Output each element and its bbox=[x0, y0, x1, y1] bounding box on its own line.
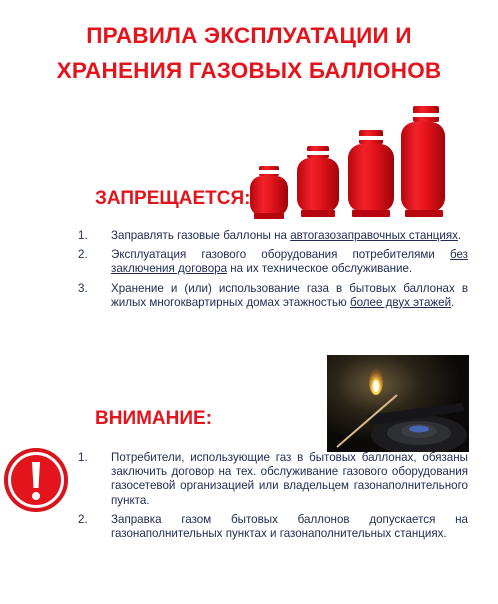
list-item bbox=[78, 513, 468, 541]
gas-cylinder-icon bbox=[250, 166, 288, 219]
list-item-text: Эксплуатация газового оборудования потребителями bbox=[111, 248, 450, 262]
list-item bbox=[78, 451, 468, 508]
attention-heading: ВНИМАНИЕ: bbox=[95, 408, 213, 429]
list-item bbox=[78, 282, 468, 310]
list-item-text: на их техническое обслуживание. bbox=[227, 262, 413, 276]
list-item-text: . bbox=[457, 229, 462, 242]
list-item-text: Потребители, использующие газ в бытовых баллонах, обязаны заключить договор на тех. обслуживание газового оборудования газосетевой организацией или владельцем газонаполнительного пункта. bbox=[111, 451, 468, 507]
list-item-number: 2. bbox=[78, 248, 88, 262]
gas-cylinders-illustration bbox=[245, 100, 445, 225]
list-item-number: 2. bbox=[78, 512, 88, 526]
list-item-text: Хранение и (или) использование газа в бытовых баллонах в жилых многоквартирных домах этажностью bbox=[111, 281, 468, 309]
list-item-link: более двух этажей bbox=[349, 295, 452, 309]
list-item-number: 1. bbox=[78, 229, 88, 242]
list-item-number: 1. bbox=[78, 451, 88, 464]
title-line-1: ПРАВИЛА ЭКСПЛУАТАЦИИ И bbox=[86, 23, 412, 48]
list-item-link: автогазозаправочных станциях bbox=[290, 229, 458, 242]
attention-list bbox=[78, 451, 468, 546]
list-item bbox=[78, 248, 468, 276]
prohibited-list bbox=[78, 229, 468, 315]
list-item-number: 3. bbox=[78, 281, 88, 295]
gas-stove-match-photo bbox=[327, 355, 469, 452]
title-line-2: ХРАНЕНИЯ ГАЗОВЫХ БАЛЛОНОВ bbox=[56, 58, 442, 83]
list-item-link: без заключения договора bbox=[111, 248, 468, 276]
page-title bbox=[0, 18, 498, 88]
gas-cylinder-icon bbox=[401, 106, 445, 217]
prohibited-heading: ЗАПРЕЩАЕТСЯ: bbox=[95, 188, 251, 209]
list-item bbox=[78, 229, 468, 243]
gas-cylinder-icon bbox=[297, 146, 339, 217]
list-item-text: Заправлять газовые баллоны на bbox=[111, 229, 291, 242]
list-item-text: Заправка газом бытовых баллонов допускается на газонаполнительных пунктах и газонаполнительных станциях. bbox=[111, 512, 468, 541]
exclamation-circle-icon bbox=[2, 446, 70, 514]
list-item-text: . bbox=[451, 295, 455, 309]
gas-cylinder-icon bbox=[348, 130, 394, 217]
